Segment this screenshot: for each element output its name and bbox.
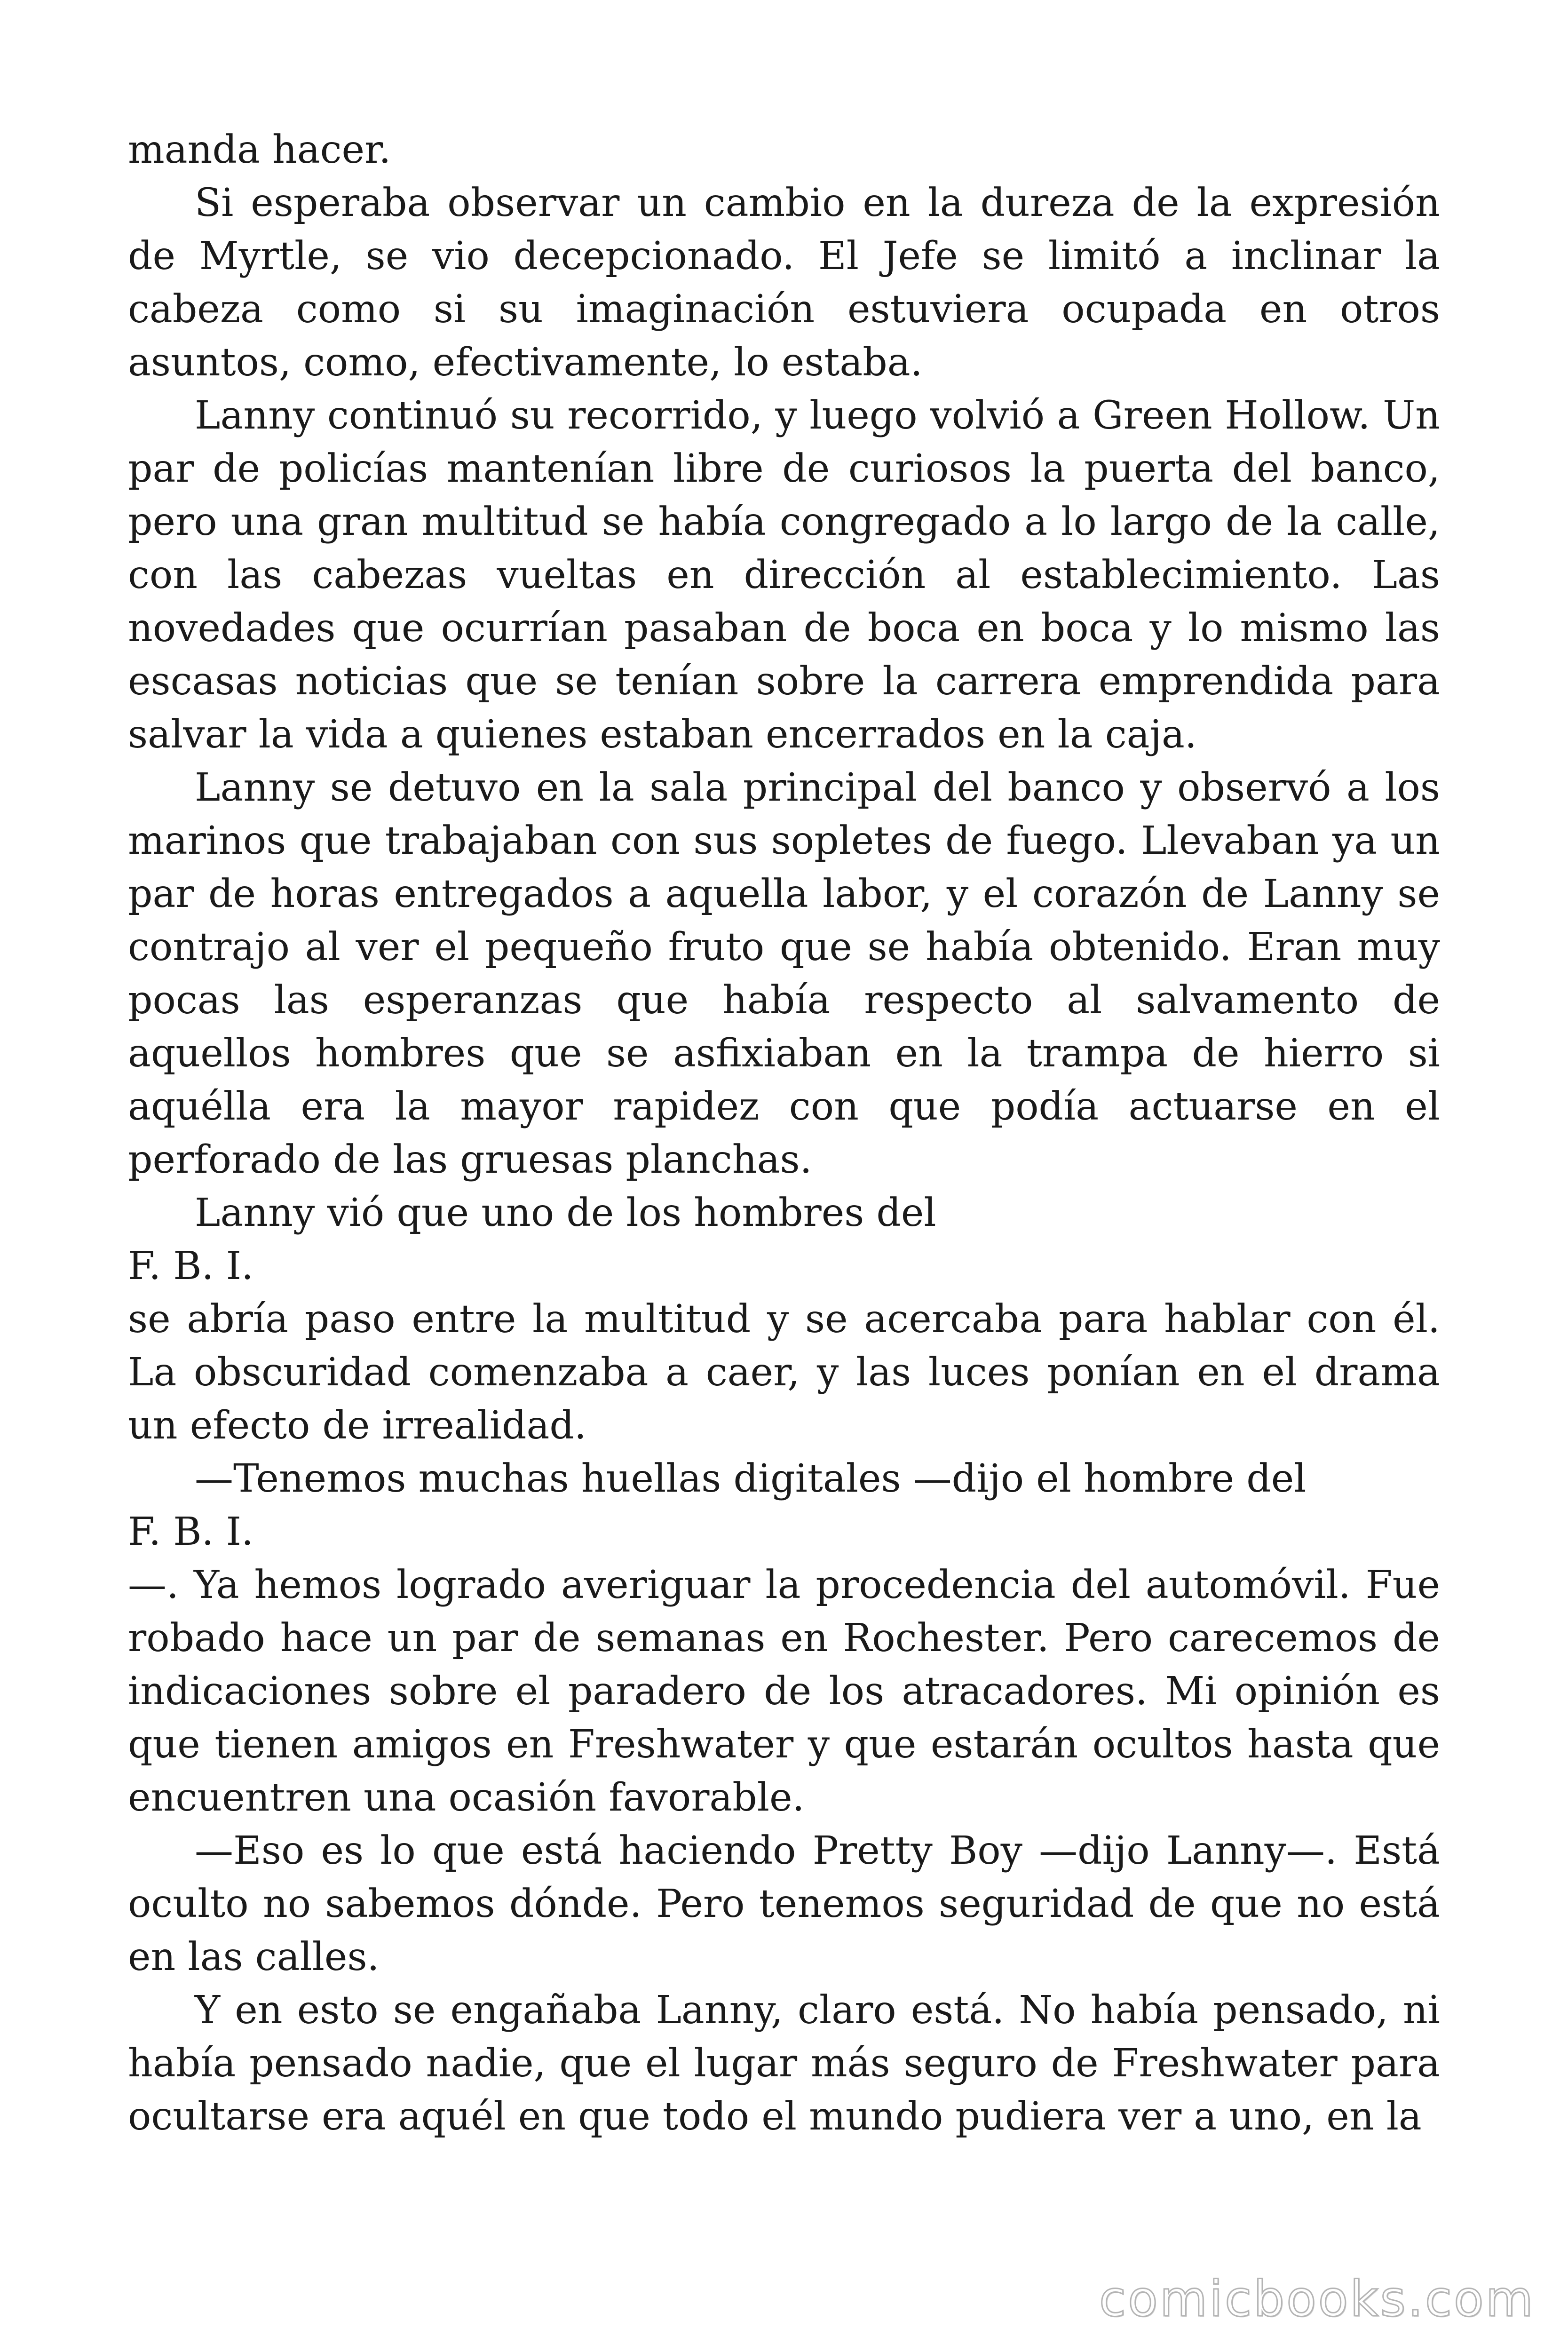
paragraph-5: Lanny vió que uno de los hombres del	[195, 1191, 936, 1235]
paragraph-3: Lanny continuó su recorrido, y luego volvió a Green Hollow. Un par de policías mantenían libre de curiosos la puerta del banco, pero una gran multitud se había congregado a lo largo de la calle, con las cabezas vueltas en dirección al establecimiento. Las novedades que ocurrían pasaban de boca en boca y lo mismo las escasas noticias que se tenían sobre la carrera emprendida para salvar la vida a quienes estaban encerrados en la caja.	[128, 393, 1440, 757]
paragraph-1: manda hacer.	[128, 127, 391, 172]
paragraph-8: —Tenemos muchas huellas digitales —dijo el hombre del	[195, 1456, 1307, 1501]
paragraph-4: Lanny se detuvo en la sala principal del banco y observó a los marinos que trabajaban con sus sopletes de fuego. Llevaban ya un par de horas entregados a aquella labor, y el corazón de Lanny se contrajo al ver el pequeño fruto que se había obtenido. Eran muy pocas las esperanzas que había respecto al salvamento de aquellos hombres que se asfixiaban en la trampa de hierro si aquélla era la mayor rapidez con que podía actuarse en el perforado de las gruesas planchas.	[128, 765, 1440, 1182]
paragraph-9-abbreviation: F. B. I.	[128, 1510, 254, 1554]
paragraph-11: —Eso es lo que está haciendo Pretty Boy —dijo Lanny—. Está oculto no sabemos dónde. Pero tenemos seguridad de que no está en las calles.	[128, 1828, 1440, 1979]
paragraph-6-abbreviation: F. B. I.	[128, 1244, 254, 1288]
page-body-text	[128, 123, 1440, 2143]
paragraph-12: Y en esto se engañaba Lanny, claro está. No había pensado, ni había pensado nadie, que el lugar más seguro de Freshwater para ocultarse era aquél en que todo el mundo pudiera ver a uno, en la	[128, 1988, 1440, 2139]
watermark: comicbooks.com	[1099, 2270, 1535, 2328]
paragraph-2: Si esperaba observar un cambio en la dureza de la expresión de Myrtle, se vio decepcionado. El Jefe se limitó a inclinar la cabeza como si su imaginación estuviera ocupada en otros asuntos, como, efectivamente, lo estaba.	[128, 181, 1440, 385]
paragraph-10: —. Ya hemos logrado averiguar la procedencia del automóvil. Fue robado hace un par de semanas en Rochester. Pero carecemos de indicaciones sobre el paradero de los atracadores. Mi opinión es que tienen amigos en Freshwater y que estarán ocultos hasta que encuentren una ocasión favorable.	[128, 1563, 1440, 1820]
paragraph-7: se abría paso entre la multitud y se acercaba para hablar con él. La obscuridad comenzaba a caer, y las luces ponían en el drama un efecto de irrealidad.	[128, 1297, 1440, 1448]
